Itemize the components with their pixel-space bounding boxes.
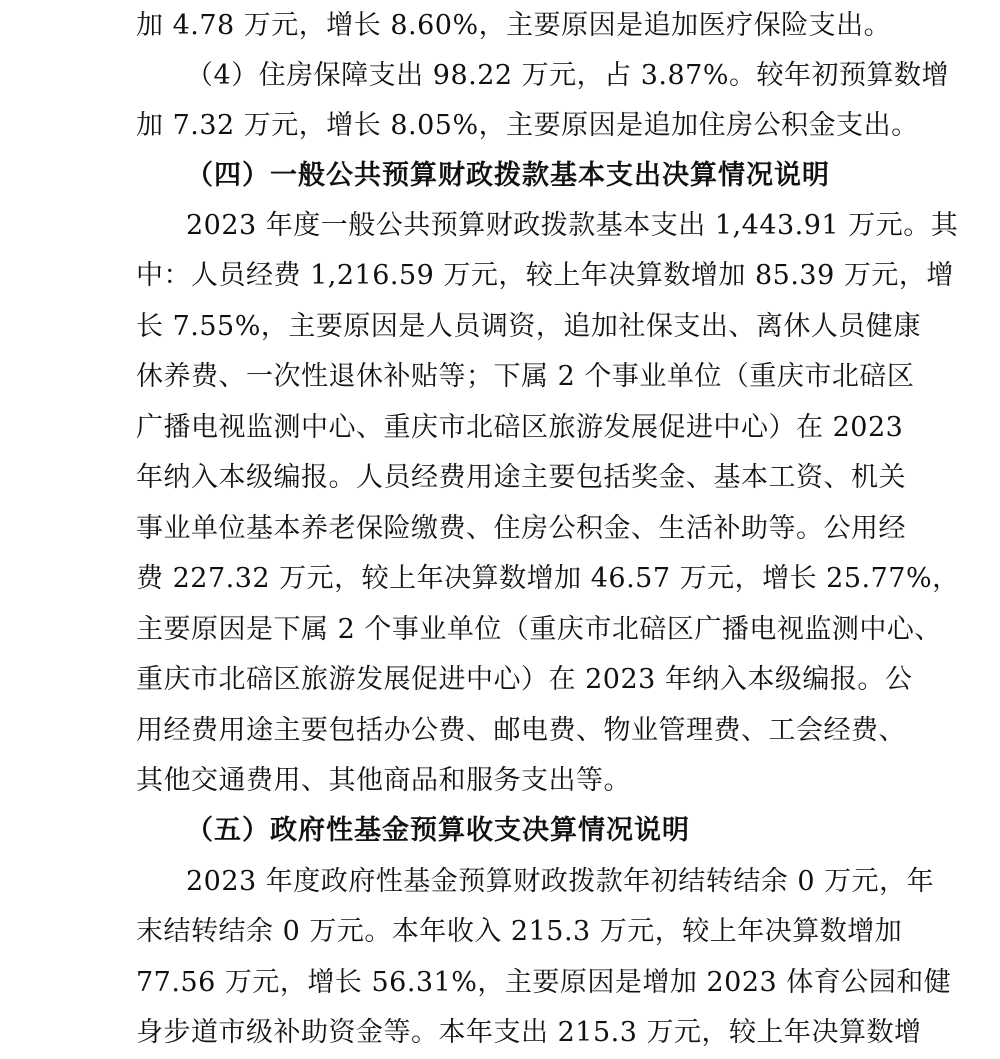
text-line-6: 中：人员经费 1,216.59 万元，较上年决算数增加 85.39 万元，增 — [136, 260, 954, 291]
text-line-15: 用经费用途主要包括办公费、邮电费、物业管理费、工会经费、 — [136, 715, 906, 746]
text-line-18: 2023 年度政府性基金预算财政拨款年初结转结余 0 万元，年 — [186, 866, 935, 897]
text-line-9: 广播电视监测中心、重庆市北碚区旅游发展促进中心）在 2023 — [136, 412, 904, 443]
text-line-2: （4）住房保障支出 98.22 万元，占 3.87%。较年初预算数增 — [186, 60, 949, 91]
text-line-13: 主要原因是下属 2 个事业单位（重庆市北碚区广播电视监测中心、 — [136, 614, 942, 645]
text-line-5: 2023 年度一般公共预算财政拨款基本支出 1,443.91 万元。其 — [186, 210, 959, 241]
text-line-3: 加 7.32 万元，增长 8.05%，主要原因是追加住房公积金支出。 — [136, 110, 919, 141]
text-line-16: 其他交通费用、其他商品和服务支出等。 — [136, 765, 631, 796]
text-line-12: 费 227.32 万元，较上年决算数增加 46.57 万元，增长 25.77%， — [136, 563, 960, 594]
text-line-20: 77.56 万元，增长 56.31%，主要原因是增加 2023 体育公园和健 — [136, 967, 952, 998]
text-line-8: 休养费、一次性退休补贴等；下属 2 个事业单位（重庆市北碚区 — [136, 361, 915, 392]
text-line-11: 事业单位基本养老保险缴费、住房公积金、生活补助等。公用经 — [136, 513, 906, 544]
text-line-7: 长 7.55%，主要原因是人员调资，追加社保支出、离休人员健康 — [136, 311, 921, 342]
text-line-10: 年纳入本级编报。人员经费用途主要包括奖金、基本工资、机关 — [136, 462, 906, 493]
text-line-21: 身步道市级补助资金等。本年支出 215.3 万元，较上年决算数增 — [136, 1017, 922, 1048]
section-heading-5: （五）政府性基金预算收支决算情况说明 — [186, 815, 690, 846]
text-line-1: 加 4.78 万元，增长 8.60%，主要原因是追加医疗保险支出。 — [136, 10, 892, 41]
text-line-19: 末结转结余 0 万元。本年收入 215.3 万元，较上年决算数增加 — [136, 916, 903, 947]
section-heading-4: （四）一般公共预算财政拨款基本支出决算情况说明 — [186, 160, 830, 191]
text-line-14: 重庆市北碚区旅游发展促进中心）在 2023 年纳入本级编报。公 — [136, 664, 913, 695]
